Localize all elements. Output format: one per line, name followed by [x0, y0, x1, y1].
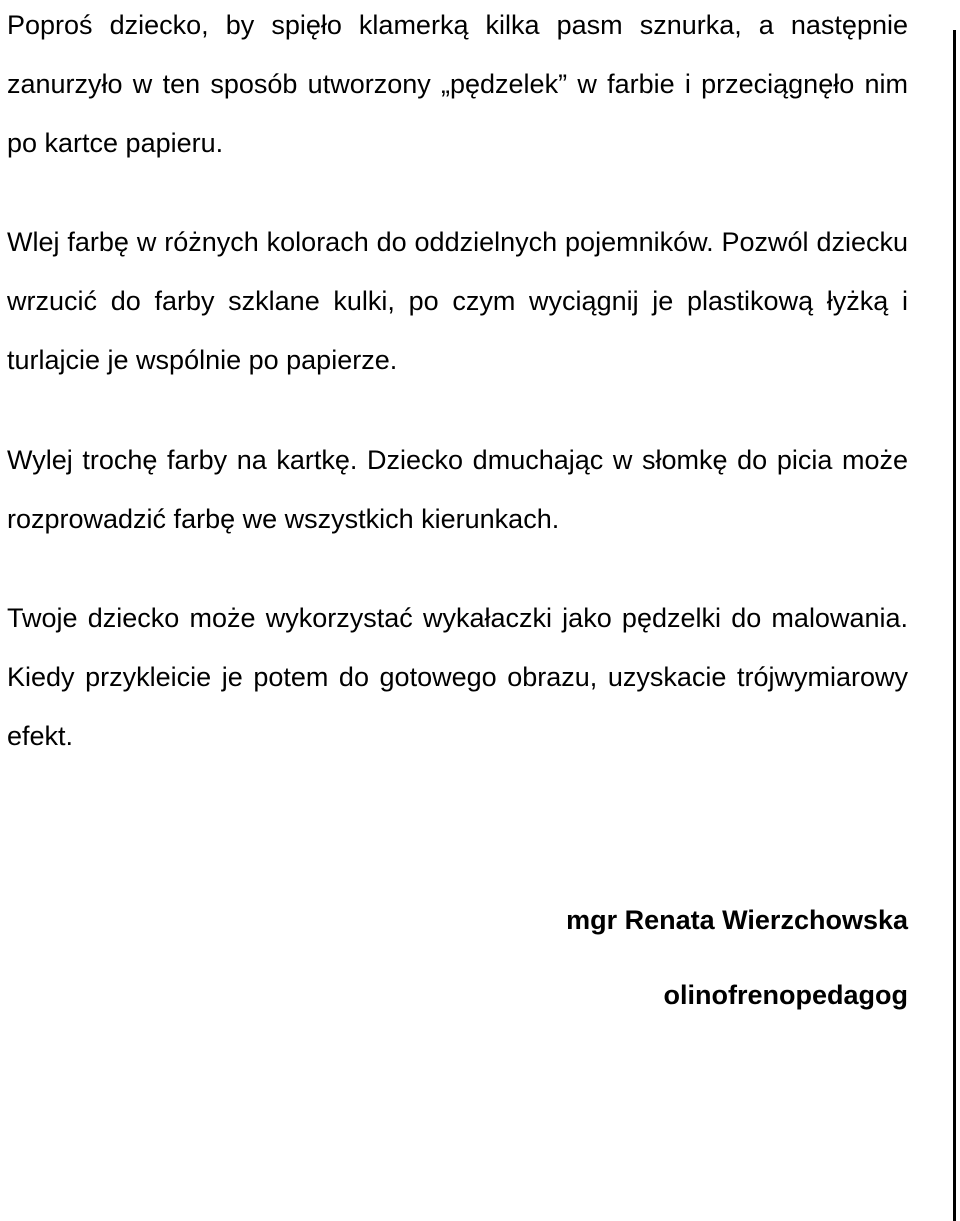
- paragraph-straw-blowing: Wylej trochę farby na kartkę. Dziecko dmuchając w słomkę do picia może rozprowadzić farbę we wszystkich kierunkach.: [7, 445, 908, 534]
- signature-role: olinofrenopedagog: [663, 980, 908, 1010]
- paragraph-marble-painting: Wlej farbę w różnych kolorach do oddzielnych pojemników. Pozwól dziecku wrzucić do farby szklane kulki, po czym wyciągnij je plastikową łyżką i turlajcie je wspólnie po papierze.: [7, 227, 908, 375]
- page-edge-rule: [953, 30, 956, 1221]
- paragraph-toothpick-brushes: Twoje dziecko może wykorzystać wykałaczki jako pędzelki do malowania. Kiedy przykleicie je potem do gotowego obrazu, uzyskacie trójwymiarowy efekt.: [7, 603, 908, 751]
- signature-name: mgr Renata Wierzchowska: [566, 905, 908, 935]
- paragraph-brush-from-string: Poproś dziecko, by spięło klamerką kilka pasm sznurka, a następnie zanurzyło w ten sposób utworzony „pędzelek” w farbie i przeciągnęło nim po kartce papieru.: [7, 10, 908, 158]
